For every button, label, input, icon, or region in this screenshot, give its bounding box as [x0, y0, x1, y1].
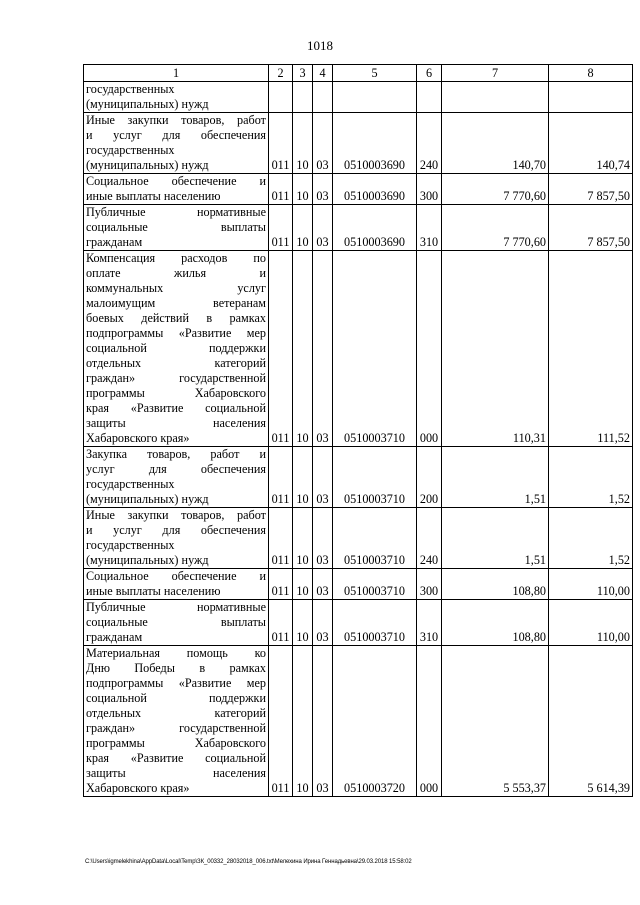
expense-name-line: боевых действий в рамках — [86, 311, 266, 325]
expense-name-line: защиты населения — [86, 416, 266, 430]
razdel-code: 10 — [293, 508, 313, 569]
expense-name-cell — [84, 82, 269, 113]
glava-code: 011 — [269, 447, 293, 508]
glava-code: 011 — [269, 646, 293, 797]
expense-name-line: (муниципальных) нужд — [86, 158, 209, 172]
expense-name-line: Иные закупки товаров, работ — [86, 508, 266, 522]
expense-name-line: и услуг для обеспечения — [86, 128, 266, 142]
amount-col-7: 1,51 — [442, 508, 549, 569]
expense-name-cell — [84, 646, 269, 797]
expense-name-line: Закупка товаров, работ и — [86, 447, 266, 461]
podrazdel-code: 03 — [313, 251, 333, 447]
table-row — [84, 569, 633, 600]
expense-name-line: государственных — [86, 143, 175, 157]
target-article-code: 0510003710 — [333, 508, 417, 569]
table-row — [84, 600, 633, 646]
expense-name-line: Компенсация расходов по — [86, 251, 266, 265]
podrazdel-code: 03 — [313, 174, 333, 205]
expense-type-code: 300 — [417, 174, 442, 205]
expense-name-line: гражданам — [86, 630, 143, 644]
expense-name-line: Материальная помощь ко — [86, 646, 266, 660]
table-row — [84, 174, 633, 205]
expense-name-cell — [84, 447, 269, 508]
expense-name-line: края «Развитие социальной — [86, 751, 266, 765]
razdel-code: 10 — [293, 447, 313, 508]
table-header-row — [84, 65, 633, 82]
amount-col-7: 7 770,60 — [442, 174, 549, 205]
table-row — [84, 508, 633, 569]
expense-name-line: отдельных категорий — [86, 706, 266, 720]
expense-name-line: (муниципальных) нужд — [86, 553, 209, 567]
target-article-code: 0510003710 — [333, 447, 417, 508]
target-article-code: 0510003690 — [333, 205, 417, 251]
expense-name-line: (муниципальных) нужд — [86, 97, 209, 111]
razdel-code: 10 — [293, 251, 313, 447]
podrazdel-code: 03 — [313, 205, 333, 251]
expense-name-cell — [84, 251, 269, 447]
expense-name-line: отдельных категорий — [86, 356, 266, 370]
amount-col-8: 110,00 — [549, 569, 633, 600]
expense-name-line: Хабаровского края» — [86, 431, 190, 445]
expense-name-cell — [84, 205, 269, 251]
glava-code: 011 — [269, 205, 293, 251]
expense-name-line: социальной поддержки — [86, 691, 266, 705]
expense-type-code — [417, 82, 442, 113]
expense-name-line: Публичные нормативные — [86, 205, 266, 219]
expense-name-line: Социальное обеспечение и — [86, 174, 266, 188]
razdel-code: 10 — [293, 569, 313, 600]
page-number: 1018 — [307, 38, 333, 53]
target-article-code — [333, 82, 417, 113]
column-header: 6 — [417, 65, 442, 82]
amount-col-7 — [442, 82, 549, 113]
table-row — [84, 82, 633, 113]
target-article-code: 0510003720 — [333, 646, 417, 797]
expense-name-line: малоимущим ветеранам — [86, 296, 266, 310]
table-row — [84, 447, 633, 508]
table-row — [84, 646, 633, 797]
amount-col-7: 1,51 — [442, 447, 549, 508]
expense-name-line: иные выплаты населению — [86, 584, 221, 598]
expense-name-line: подпрограммы «Развитие мер — [86, 326, 266, 340]
column-header: 8 — [549, 65, 633, 82]
expense-name-line: (муниципальных) нужд — [86, 492, 209, 506]
razdel-code: 10 — [293, 174, 313, 205]
column-header: 1 — [84, 65, 269, 82]
glava-code: 011 — [269, 174, 293, 205]
target-article-code: 0510003690 — [333, 174, 417, 205]
podrazdel-code: 03 — [313, 447, 333, 508]
amount-col-7: 140,70 — [442, 113, 549, 174]
expense-name-line: иные выплаты населению — [86, 189, 221, 203]
razdel-code: 10 — [293, 205, 313, 251]
expense-name-line: государственных — [86, 82, 175, 96]
podrazdel-code — [313, 82, 333, 113]
amount-col-8: 110,00 — [549, 600, 633, 646]
amount-col-8: 1,52 — [549, 508, 633, 569]
amount-col-8: 111,52 — [549, 251, 633, 447]
file-path-footer: C:\Users\igmelekhina\AppData\Local\Temp\ЗК_00332_28032018_006.txt\Мелехина Ирина Геннадьевна\29.03.2018 15:58:02 — [85, 859, 412, 865]
expense-type-code: 240 — [417, 113, 442, 174]
expense-name-line: коммунальных услуг — [86, 281, 266, 295]
column-header: 5 — [333, 65, 417, 82]
expense-name-line: подпрограммы «Развитие мер — [86, 676, 266, 690]
expense-name-line: программы Хабаровского — [86, 386, 266, 400]
podrazdel-code: 03 — [313, 113, 333, 174]
razdel-code: 10 — [293, 600, 313, 646]
expense-name-line: социальные выплаты — [86, 615, 266, 629]
target-article-code: 0510003710 — [333, 600, 417, 646]
amount-col-8: 7 857,50 — [549, 205, 633, 251]
amount-col-7: 108,80 — [442, 569, 549, 600]
expense-type-code: 300 — [417, 569, 442, 600]
target-article-code: 0510003710 — [333, 569, 417, 600]
column-header: 4 — [313, 65, 333, 82]
table-row — [84, 113, 633, 174]
glava-code: 011 — [269, 508, 293, 569]
expense-name-line: Публичные нормативные — [86, 600, 266, 614]
glava-code: 011 — [269, 600, 293, 646]
amount-col-7: 7 770,60 — [442, 205, 549, 251]
expense-name-line: государственных — [86, 538, 175, 552]
podrazdel-code: 03 — [313, 508, 333, 569]
expense-name-line: гражданам — [86, 235, 143, 249]
expense-name-cell — [84, 113, 269, 174]
expense-name-line: края «Развитие социальной — [86, 401, 266, 415]
expense-name-line: социальной поддержки — [86, 341, 266, 355]
expense-name-line: Иные закупки товаров, работ — [86, 113, 266, 127]
target-article-code: 0510003710 — [333, 251, 417, 447]
amount-col-8: 7 857,50 — [549, 174, 633, 205]
razdel-code: 10 — [293, 646, 313, 797]
expense-name-line: программы Хабаровского — [86, 736, 266, 750]
table-row — [84, 251, 633, 447]
amount-col-7: 108,80 — [442, 600, 549, 646]
expense-name-line: граждан» государственной — [86, 721, 266, 735]
expense-name-line: Дню Победы в рамках — [86, 661, 266, 675]
expense-name-line: государственных — [86, 477, 175, 491]
expense-type-code: 240 — [417, 508, 442, 569]
glava-code: 011 — [269, 113, 293, 174]
razdel-code: 10 — [293, 113, 313, 174]
expense-type-code: 000 — [417, 251, 442, 447]
glava-code — [269, 82, 293, 113]
expense-name-line: защиты населения — [86, 766, 266, 780]
amount-col-7: 5 553,37 — [442, 646, 549, 797]
target-article-code: 0510003690 — [333, 113, 417, 174]
expense-name-line: и услуг для обеспечения — [86, 523, 266, 537]
glava-code: 011 — [269, 569, 293, 600]
podrazdel-code: 03 — [313, 600, 333, 646]
amount-col-8: 1,52 — [549, 447, 633, 508]
podrazdel-code: 03 — [313, 646, 333, 797]
column-header: 2 — [269, 65, 293, 82]
expense-type-code: 000 — [417, 646, 442, 797]
expense-name-cell — [84, 508, 269, 569]
amount-col-8: 5 614,39 — [549, 646, 633, 797]
table-row — [84, 205, 633, 251]
amount-col-7: 110,31 — [442, 251, 549, 447]
column-header: 7 — [442, 65, 549, 82]
glava-code: 011 — [269, 251, 293, 447]
expense-type-code: 200 — [417, 447, 442, 508]
expense-name-cell — [84, 600, 269, 646]
column-header: 3 — [293, 65, 313, 82]
amount-col-8 — [549, 82, 633, 113]
razdel-code — [293, 82, 313, 113]
expense-name-line: социальные выплаты — [86, 220, 266, 234]
expense-name-cell — [84, 174, 269, 205]
expense-type-code: 310 — [417, 600, 442, 646]
podrazdel-code: 03 — [313, 569, 333, 600]
budget-table — [83, 64, 633, 797]
amount-col-8: 140,74 — [549, 113, 633, 174]
expense-name-line: граждан» государственной — [86, 371, 266, 385]
expense-name-cell — [84, 569, 269, 600]
expense-name-line: услуг для обеспечения — [86, 462, 266, 476]
expense-name-line: Хабаровского края» — [86, 781, 190, 795]
expense-name-line: оплате жилья и — [86, 266, 266, 280]
expense-name-line: Социальное обеспечение и — [86, 569, 266, 583]
expense-type-code: 310 — [417, 205, 442, 251]
